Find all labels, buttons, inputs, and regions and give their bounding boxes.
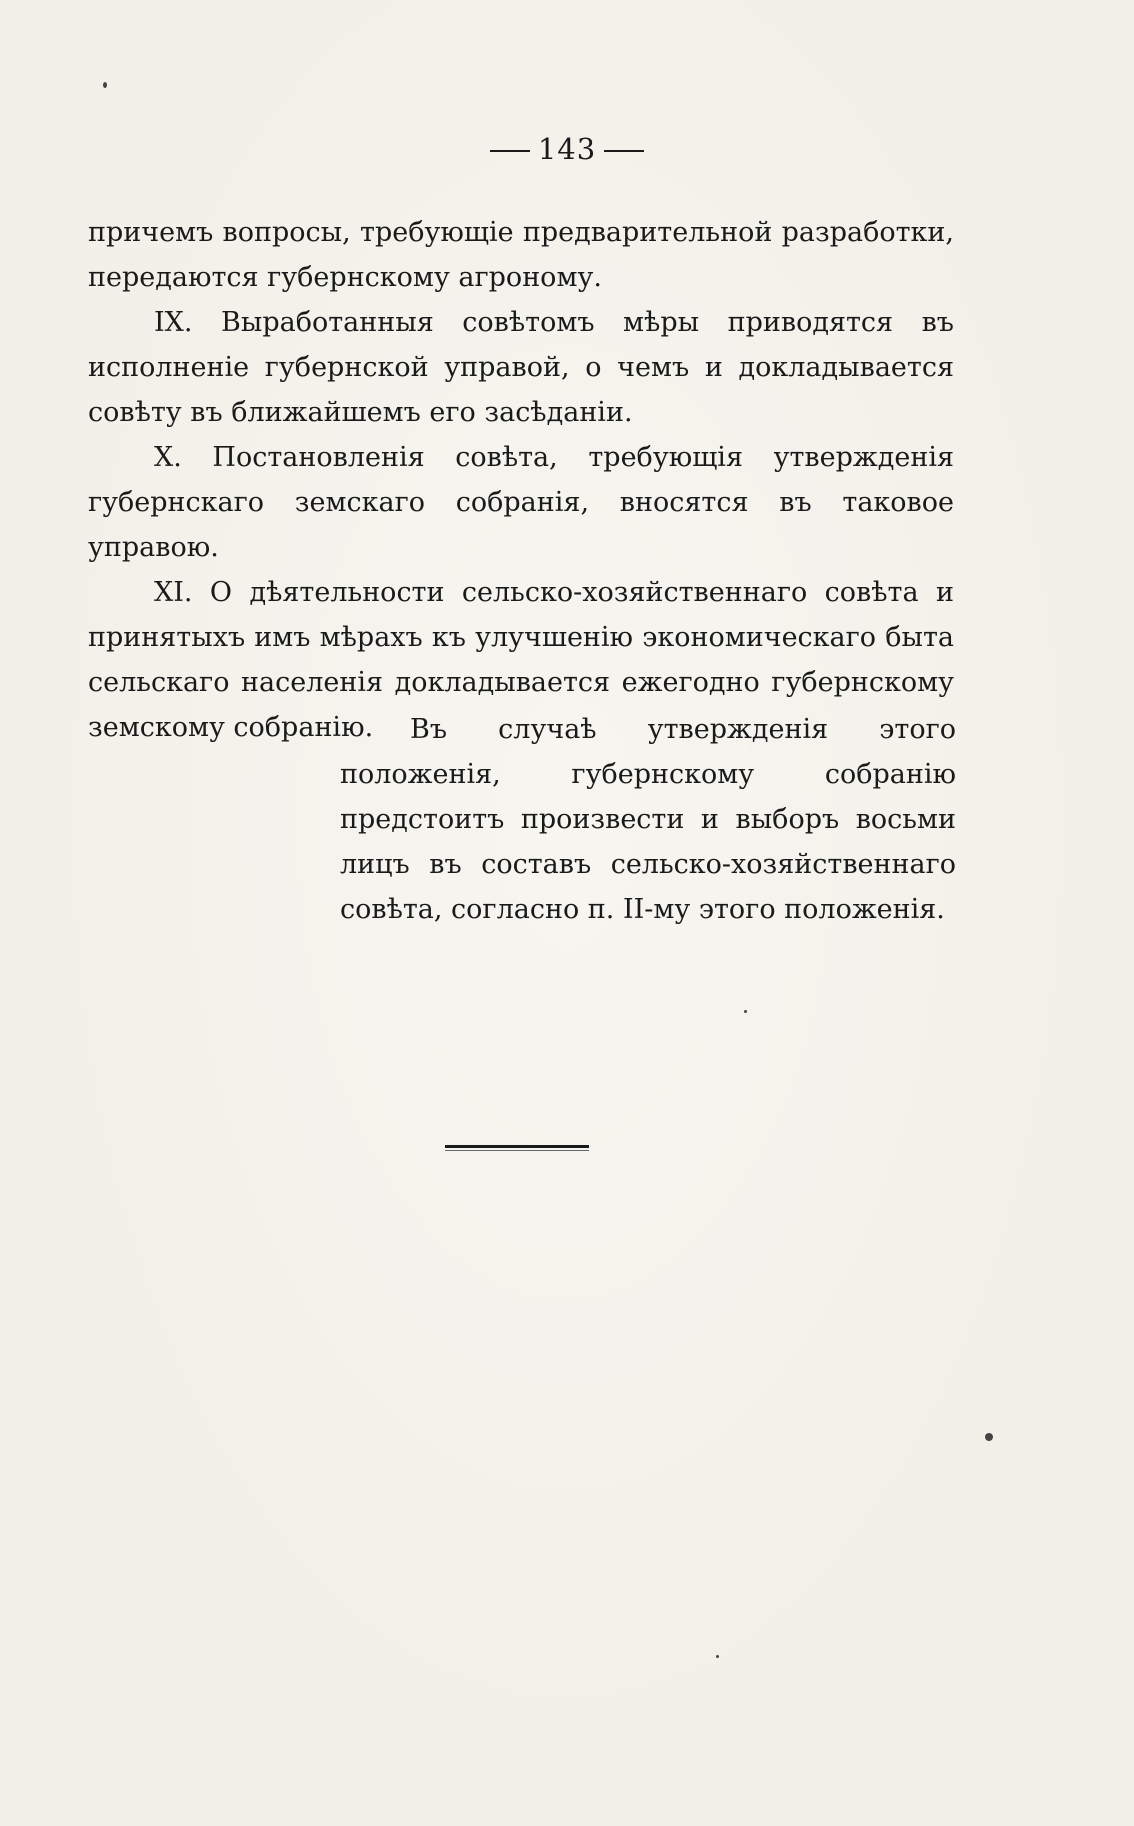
paragraph-item-xi: XI. О дѣятельности сельско-хозяйственнаго совѣта и принятыхъ имъ мѣрахъ къ улучшенію экономическаго быта сельскаго населенія докладывается ежегодно губернскому земскому собранію. [88, 577, 954, 743]
page-number [0, 132, 1134, 166]
paragraph-item-x: X. Постановленія совѣта, требующія утвержденія губернскаго земскаго собранія, вносятся въ таковое управою. [88, 442, 954, 563]
paragraph-item-ix: IX. Выработанныя совѣтомъ мѣры приводятся въ исполненіе губернской управой, о чемъ и докладывается совѣту въ ближайшемъ его засѣданіи. [88, 307, 954, 428]
page-number-value: 143 [537, 132, 597, 166]
paragraph-intro: причемъ вопросы, требующіе предварительной разработки, передаются губернскому агроному. [88, 217, 954, 293]
ink-speck [103, 82, 107, 88]
page-number-left-dash [490, 150, 530, 152]
ink-speck [744, 1010, 747, 1013]
page-number-right-dash [604, 150, 644, 152]
note-paragraph: Въ случаѣ утвержденія этого положенія, губернскому собранію предстоитъ произвести и выборъ восьми лицъ въ составъ сельско-хозяйственнаго совѣта, согласно п. II-му этого положенія. [340, 714, 956, 925]
ink-speck [716, 1655, 719, 1658]
body-text [88, 210, 954, 750]
ink-speck [985, 1433, 993, 1441]
end-rule [445, 1145, 589, 1148]
